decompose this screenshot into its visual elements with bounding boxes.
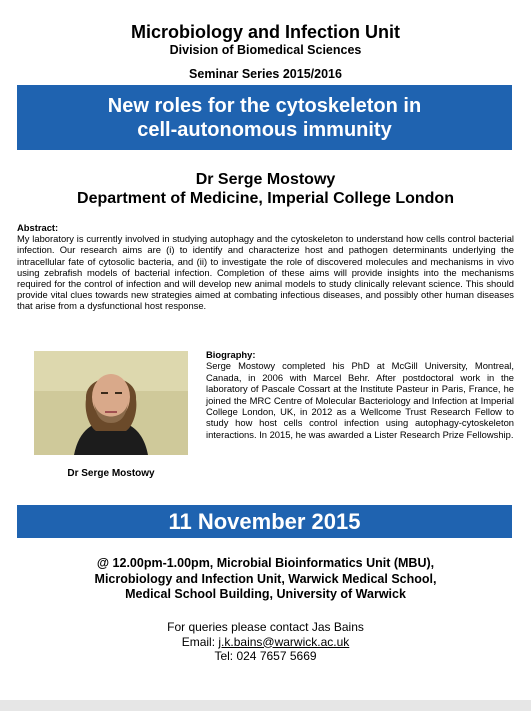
- venue-line2: Microbiology and Infection Unit, Warwick Medical School,: [94, 571, 437, 586]
- email-label: Email:: [181, 634, 219, 649]
- abstract-text: My laboratory is currently involved in studying autophagy and the cytoskeleton to understand how cells control bacterial infection. Our research aims are (i) to identify and characterize host and pathogen determinants underlying the intracellular fate of cytosolic bacteria, and (ii) to investigate the role of discovered molecules and mechanisms in vivo using zebrafish models of bacterial infection. Completion of these aims will provide insights into the mechanisms required for the control of infection and will develop new animal models to study clinically relevant science. This should provide vital clues towards new strategies aimed at combating infectious diseases, and possibly other human diseases that arise from a dysfunctional host response.: [17, 233, 514, 312]
- talk-title-line1: New roles for the cytoskeleton in: [107, 94, 422, 117]
- contact-tel: Tel: 024 7657 5669: [214, 649, 317, 663]
- contact-email-row: [0, 635, 531, 650]
- photo-caption: Dr Serge Mostowy: [67, 468, 155, 479]
- contact-section: [0, 620, 531, 664]
- speaker-name: Dr Serge Mostowy: [195, 171, 336, 188]
- biography-text: Serge Mostowy completed his PhD at McGill University, Montreal, Canada, in 2006 with Marcel Behr. After postdoctoral work in the laboratory of Pascale Cossart at the Institute Pasteur in Paris, France, he joined the MRC Centre of Molecular Bacteriology and Infection at Imperial College London, UK, in 2012 as a Wellcome Trust Research Fellow to study how host cells control infection using autophagy-cytoskeleton interactions. In 2015, he was awarded a Lister Research Prize Fellowship.: [206, 360, 514, 440]
- division-title: Division of Biomedical Sciences: [169, 43, 362, 57]
- talk-title: [108, 94, 421, 142]
- speaker-portrait-icon: [34, 351, 188, 455]
- page-bottom-strip: [0, 700, 531, 711]
- email-link[interactable]: j.k.bains@warwick.ac.uk: [218, 634, 350, 649]
- date-banner: [17, 505, 512, 538]
- speaker-department: Department of Medicine, Imperial College London: [77, 190, 454, 207]
- venue-line1: @ 12.00pm-1.00pm, Microbial Bioinformatics Unit (MBU),: [96, 556, 435, 570]
- abstract-heading: Abstract:: [17, 222, 59, 233]
- venue-line3: Medical School Building, University of Warwick: [125, 587, 406, 601]
- talk-title-banner: [17, 85, 512, 150]
- abstract-section: [17, 222, 514, 312]
- unit-title: Microbiology and Infection Unit: [131, 22, 400, 42]
- speaker-photo: [34, 351, 188, 455]
- venue-details: [0, 556, 531, 603]
- talk-title-line2: cell-autonomous immunity: [137, 118, 392, 141]
- event-date: 11 November 2015: [168, 508, 361, 534]
- biography-section: [206, 349, 514, 440]
- seminar-series: Seminar Series 2015/2016: [189, 67, 342, 81]
- biography-heading: Biography:: [206, 349, 256, 360]
- contact-queries: For queries please contact Jas Bains: [167, 620, 364, 634]
